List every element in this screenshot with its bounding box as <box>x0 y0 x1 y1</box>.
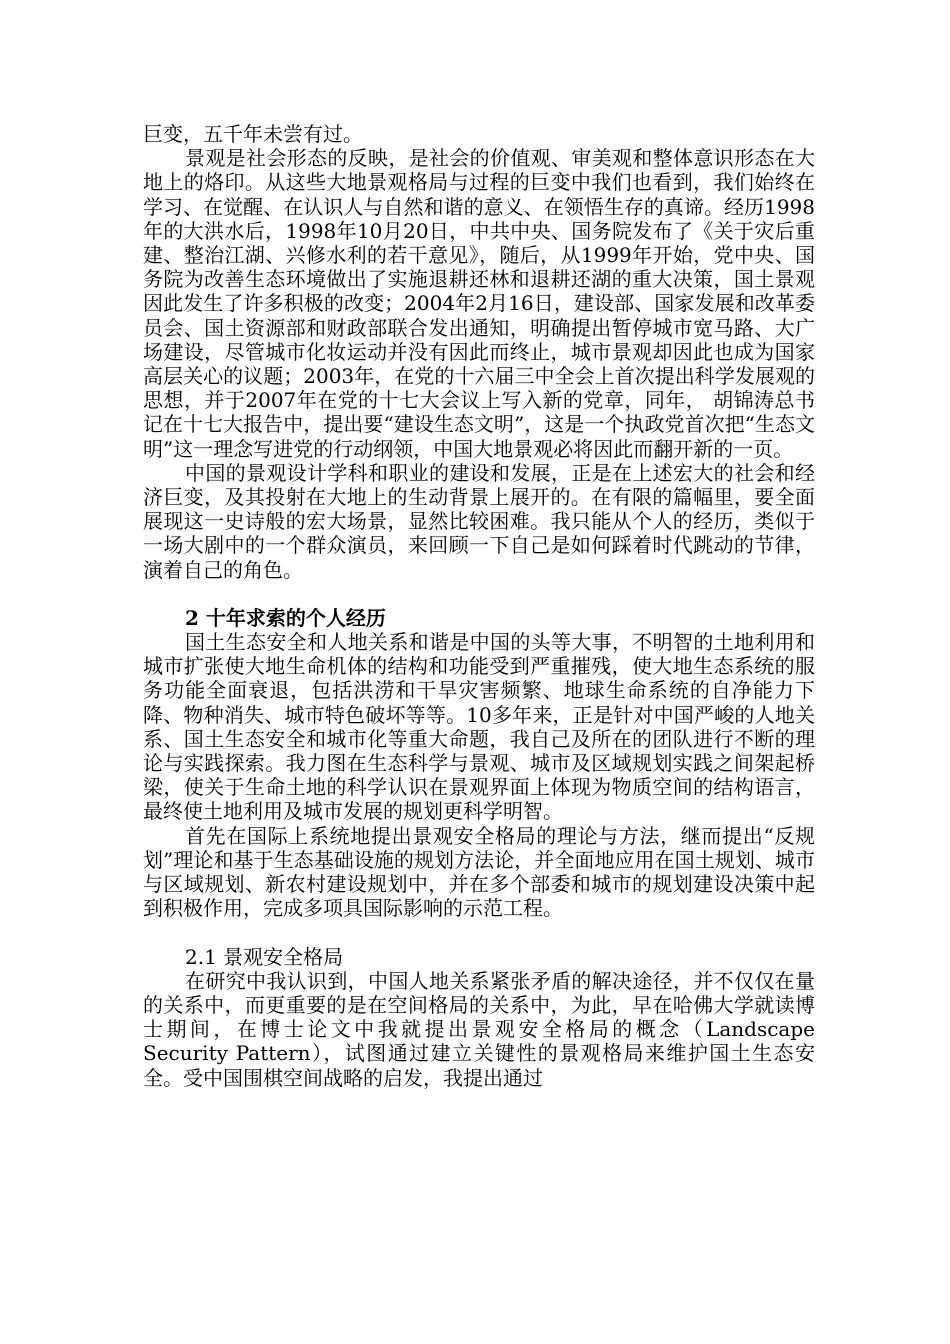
section-heading-2-1: 2.1 景观安全格局 <box>185 944 344 969</box>
section-heading-2: 2 十年求索的个人经历 <box>185 605 386 630</box>
paragraph-discipline-development: 中国的景观设计学科和职业的建设和发展，正是在上述宏大的社会和经济巨变，及其投射在大地上的生动背景上展开的。在有限的篇幅里，要全面展现这一史诗般的宏大场景，显然比较困难。我只能从个人的经历，类似于一场大剧中的一个群众演员，来回顾一下自己是如何踩着时代跳动的节律，演着自己的角色。 <box>143 460 815 582</box>
paragraph-security-pattern: 在研究中我认识到，中国人地关系紧张矛盾的解决途径，并不仅仅在量的关系中，而更重要的是在空间格局的关系中，为此，早在哈佛大学就读博士期间，在博士论文中我就提出景观安全格局的概念（Landscape Security Pattern），试图通过建立关键性的景观格局来维护国土生态安全。受中国围棋空间战略的启发，我提出通过 <box>143 968 815 1090</box>
paragraph-land-security: 国土生态安全和人地关系和谐是中国的头等大事，不明智的土地利用和城市扩张使大地生命机体的结构和功能受到严重摧残，使大地生态系统的服务功能全面衰退，包括洪涝和干旱灾害频繁、地球生命系统的自净能力下降、物种消失、城市特色破坏等等。10多年来，正是针对中国严峻的人地关系、国土生态安全和城市化等重大命题，我自己及所在的团队进行不断的理论与实践探索。我力图在生态科学与景观、城市及区域规划实践之间架起桥梁，使关于生命土地的科学认识在景观界面上体现为物质空间的结构语言，最终使土地利用及城市发展的规划更科学明智。 <box>143 630 815 824</box>
paragraph-opening-fragment: 巨变，五千年未尝有过。 <box>143 122 363 146</box>
paragraph-landscape-society: 景观是社会形态的反映，是社会的价值观、审美观和整体意识形态在大地上的烙印。从这些大地景观格局与过程的巨变中我们也看到，我们始终在学习、在觉醒、在认识人与自然和谐的意义、在领悟生存的真谛。经历1998年的大洪水后，1998年10月20日，中共中央、国务院发布了《关于灾后重建、整治江湖、兴修水利的若干意见》，随后，从1999年开始，党中央、国务院为改善生态环境做出了实施退耕还林和退耕还湖的重大决策，国土景观因此发生了许多积极的改变；2004年2月16日，建设部、国家发展和改革委员会、国土资源部和财政部联合发出通知，明确提出暂停城市宽马路、大广场建设，尽管城市化妆运动并没有因此而终止，城市景观却因此也成为国家高层关心的议题；2003年，在党的十六届三中全会上首次提出科学发展观的思想，并于2007年在党的十七大会议上写入新的党章，同年， 胡锦涛总书记在十七大报告中，提出要“建设生态文明”，这是一个执政党首次把“生态文明”这一理念写进党的行动纲领，中国大地景观必将因此而翻开新的一页。 <box>143 146 815 461</box>
document-page <box>143 122 815 1090</box>
section-gap <box>143 921 815 945</box>
section-gap <box>143 582 815 606</box>
paragraph-theory-method: 首先在国际上系统地提出景观安全格局的理论与方法，继而提出“反规划”理论和基于生态基础设施的规划方法论，并全面地应用在国土规划、城市与区域规划、新农村建设规划中，并在多个部委和城市的规划建设决策中起到积极作用，完成多项具国际影响的示范工程。 <box>143 823 815 921</box>
